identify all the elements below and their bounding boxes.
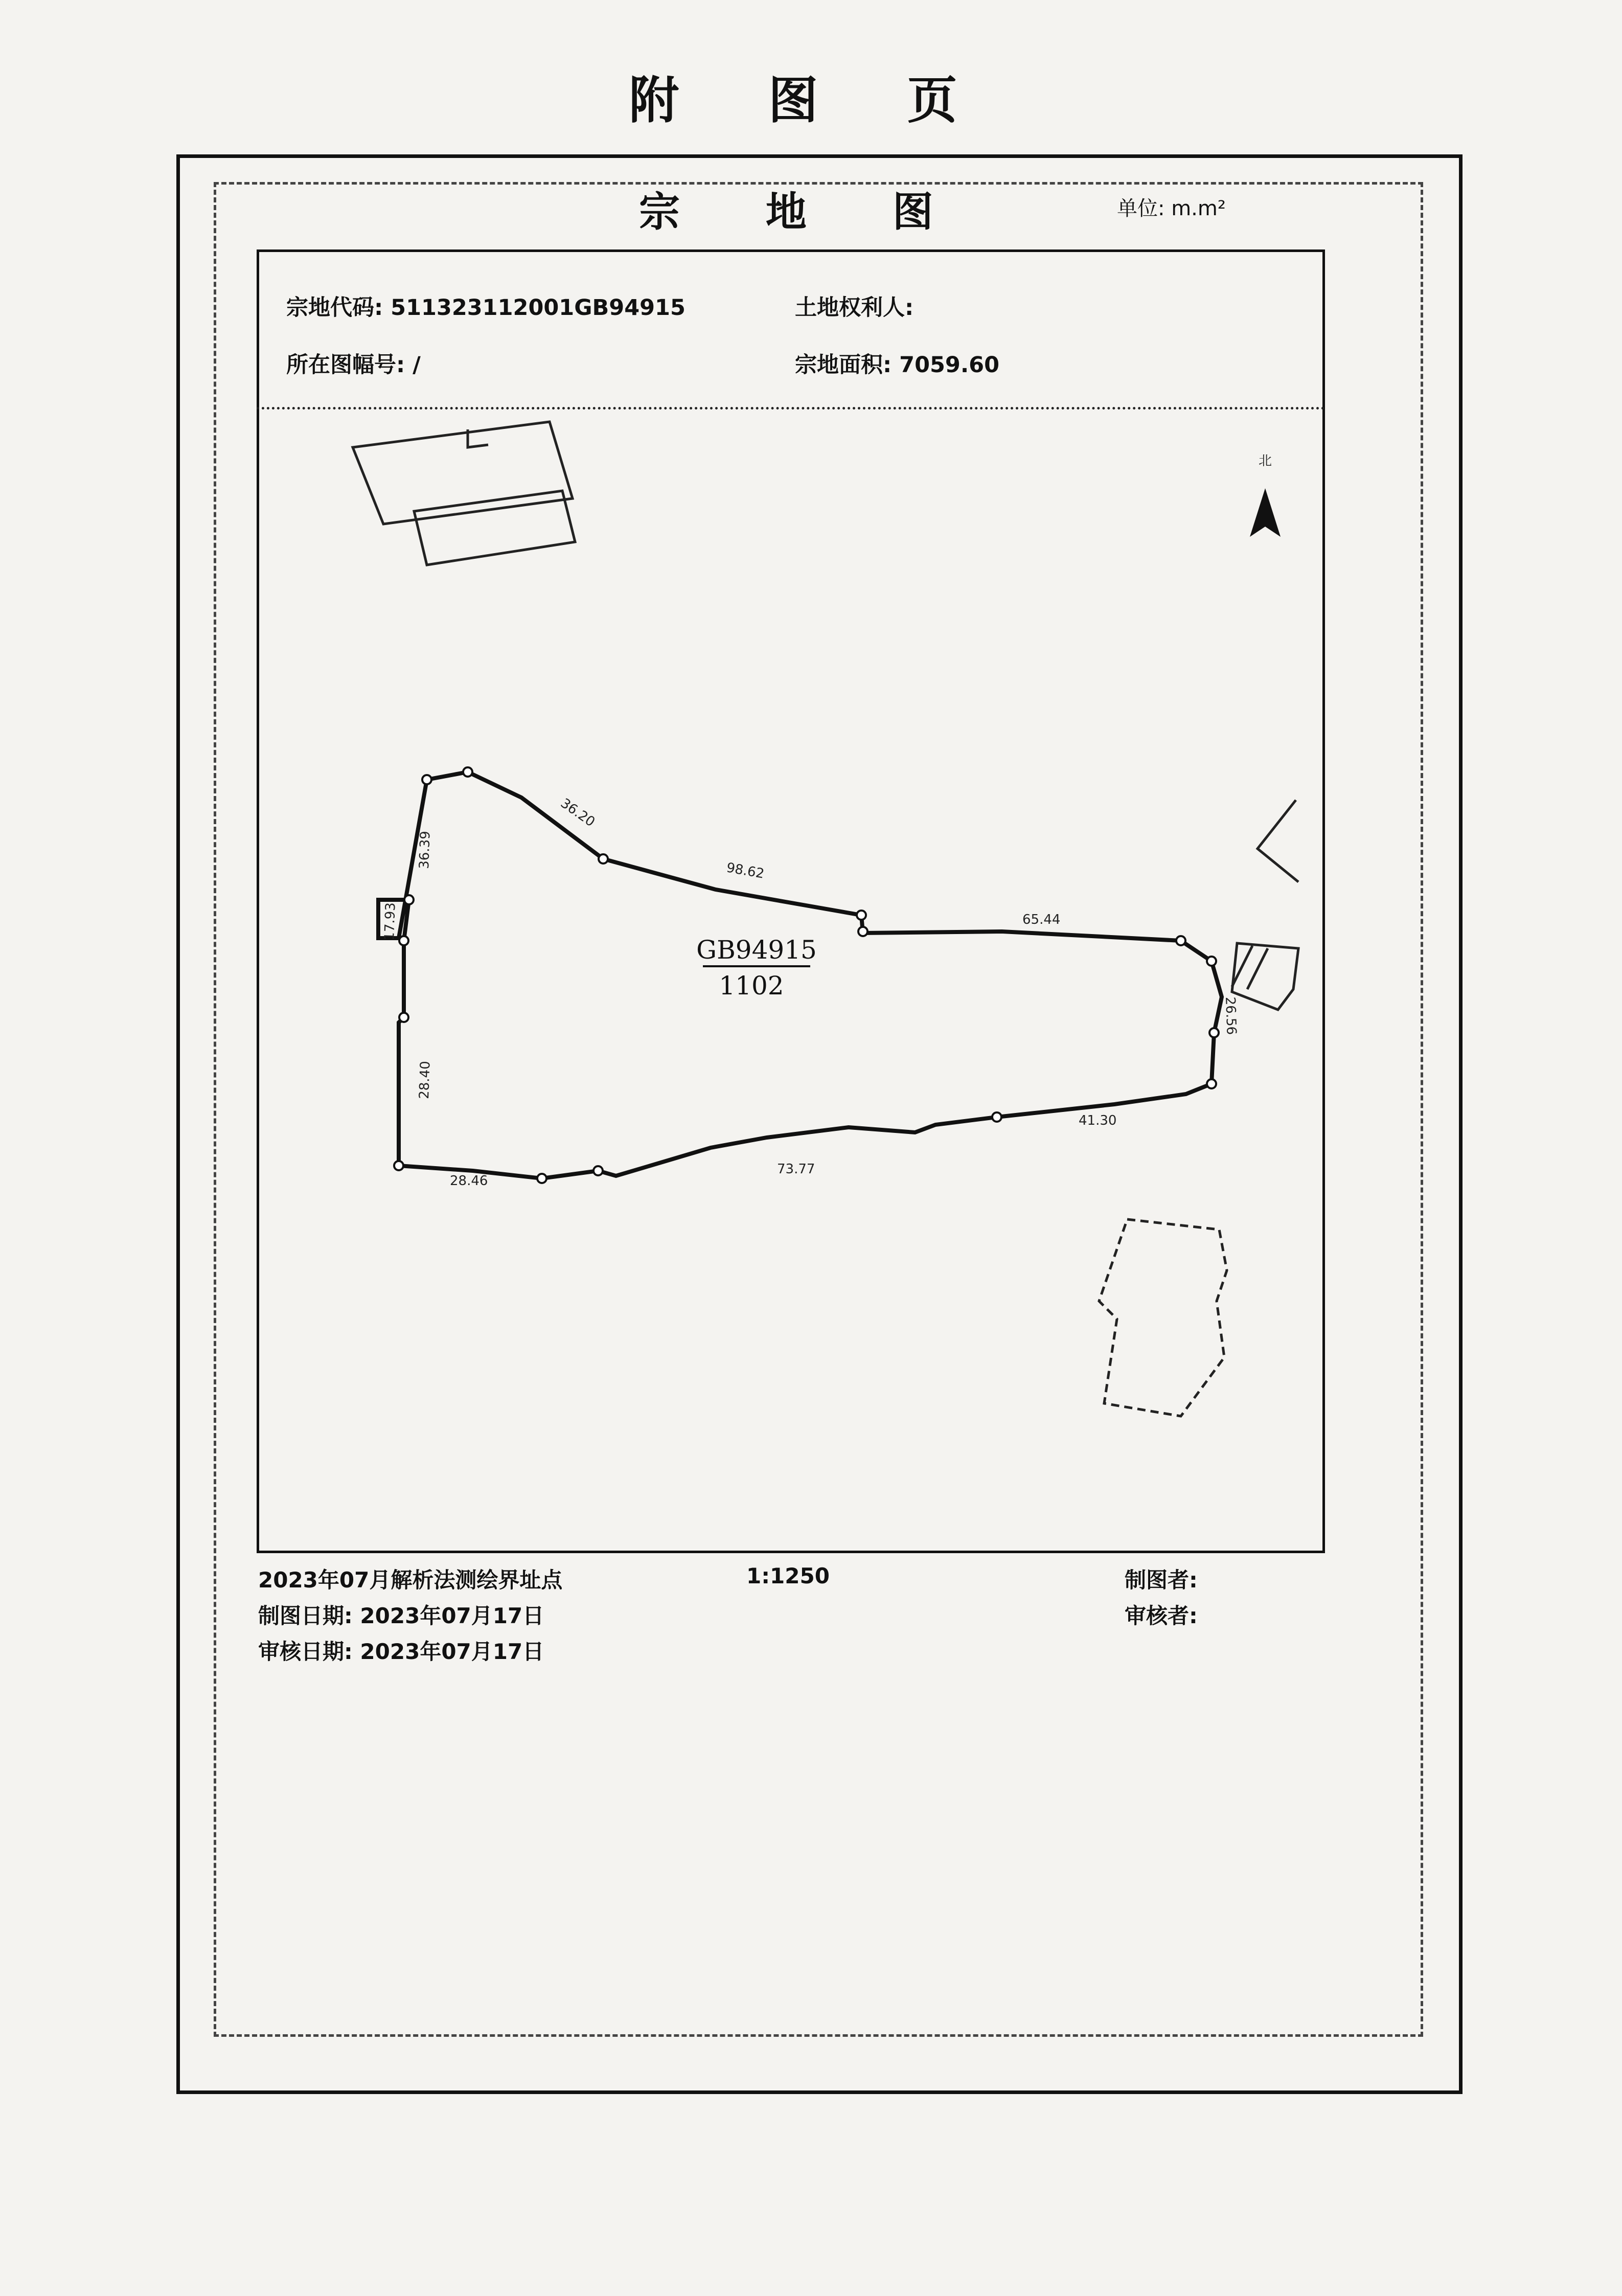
- draw-date: 制图日期: 2023年07月17日: [258, 1603, 544, 1628]
- parcel-area: 宗地面积: 7059.60: [795, 352, 1000, 378]
- parcel-code: 宗地代码: 511323112001GB94915: [286, 295, 686, 321]
- survey-method: 2023年07月解析法测绘界址点: [258, 1567, 563, 1593]
- boundary-marker: [1209, 1028, 1219, 1037]
- edge-length: 41.30: [1079, 1113, 1117, 1128]
- reviewer-label: 审核者:: [1125, 1603, 1198, 1628]
- edge-length: 65.44: [1022, 912, 1061, 927]
- boundary-marker: [399, 936, 408, 945]
- sheet-number: 所在图幅号: /: [286, 352, 421, 378]
- boundary-marker: [599, 854, 608, 863]
- edge-length: 17.93: [382, 902, 399, 941]
- edge-length: 73.77: [777, 1162, 815, 1177]
- boundary-marker: [537, 1174, 546, 1183]
- drafter-label: 制图者:: [1125, 1567, 1198, 1593]
- north-arrow-icon: [1250, 453, 1281, 537]
- boundary-marker: [1207, 1079, 1216, 1088]
- boundary-marker: [1207, 957, 1216, 966]
- unit-label: 单位: m.m²: [1117, 197, 1226, 220]
- land-right-holder: 土地权利人:: [795, 295, 914, 321]
- parcel-class: 1102: [719, 971, 784, 1001]
- edge-length: 36.20: [557, 795, 598, 830]
- boundary-marker: [1176, 936, 1185, 945]
- edge-length: 28.46: [450, 1173, 488, 1189]
- edge-length: 26.56: [1222, 996, 1239, 1035]
- edge-length: 98.62: [725, 860, 766, 882]
- boundary-marker: [394, 1161, 403, 1170]
- edge-length: 36.39: [417, 830, 433, 870]
- page-title: 附 图 页: [629, 71, 993, 130]
- map-title: 宗 地 图: [639, 188, 969, 236]
- boundary-marker: [593, 1166, 603, 1175]
- edge-length: 28.40: [417, 1060, 433, 1100]
- boundary-marker: [858, 927, 867, 936]
- north-label: 北: [1258, 453, 1272, 469]
- parcel-label: GB94915: [696, 935, 817, 965]
- boundary-marker: [463, 767, 472, 777]
- boundary-marker: [404, 895, 414, 904]
- neighbor-buildings: [353, 422, 1298, 1416]
- boundary-marker: [857, 911, 866, 920]
- map-scale: 1:1250: [746, 1563, 830, 1588]
- review-date: 审核日期: 2023年07月17日: [258, 1639, 544, 1664]
- boundary-marker: [992, 1112, 1001, 1122]
- boundary-marker: [399, 1013, 408, 1022]
- boundary-marker: [422, 775, 431, 784]
